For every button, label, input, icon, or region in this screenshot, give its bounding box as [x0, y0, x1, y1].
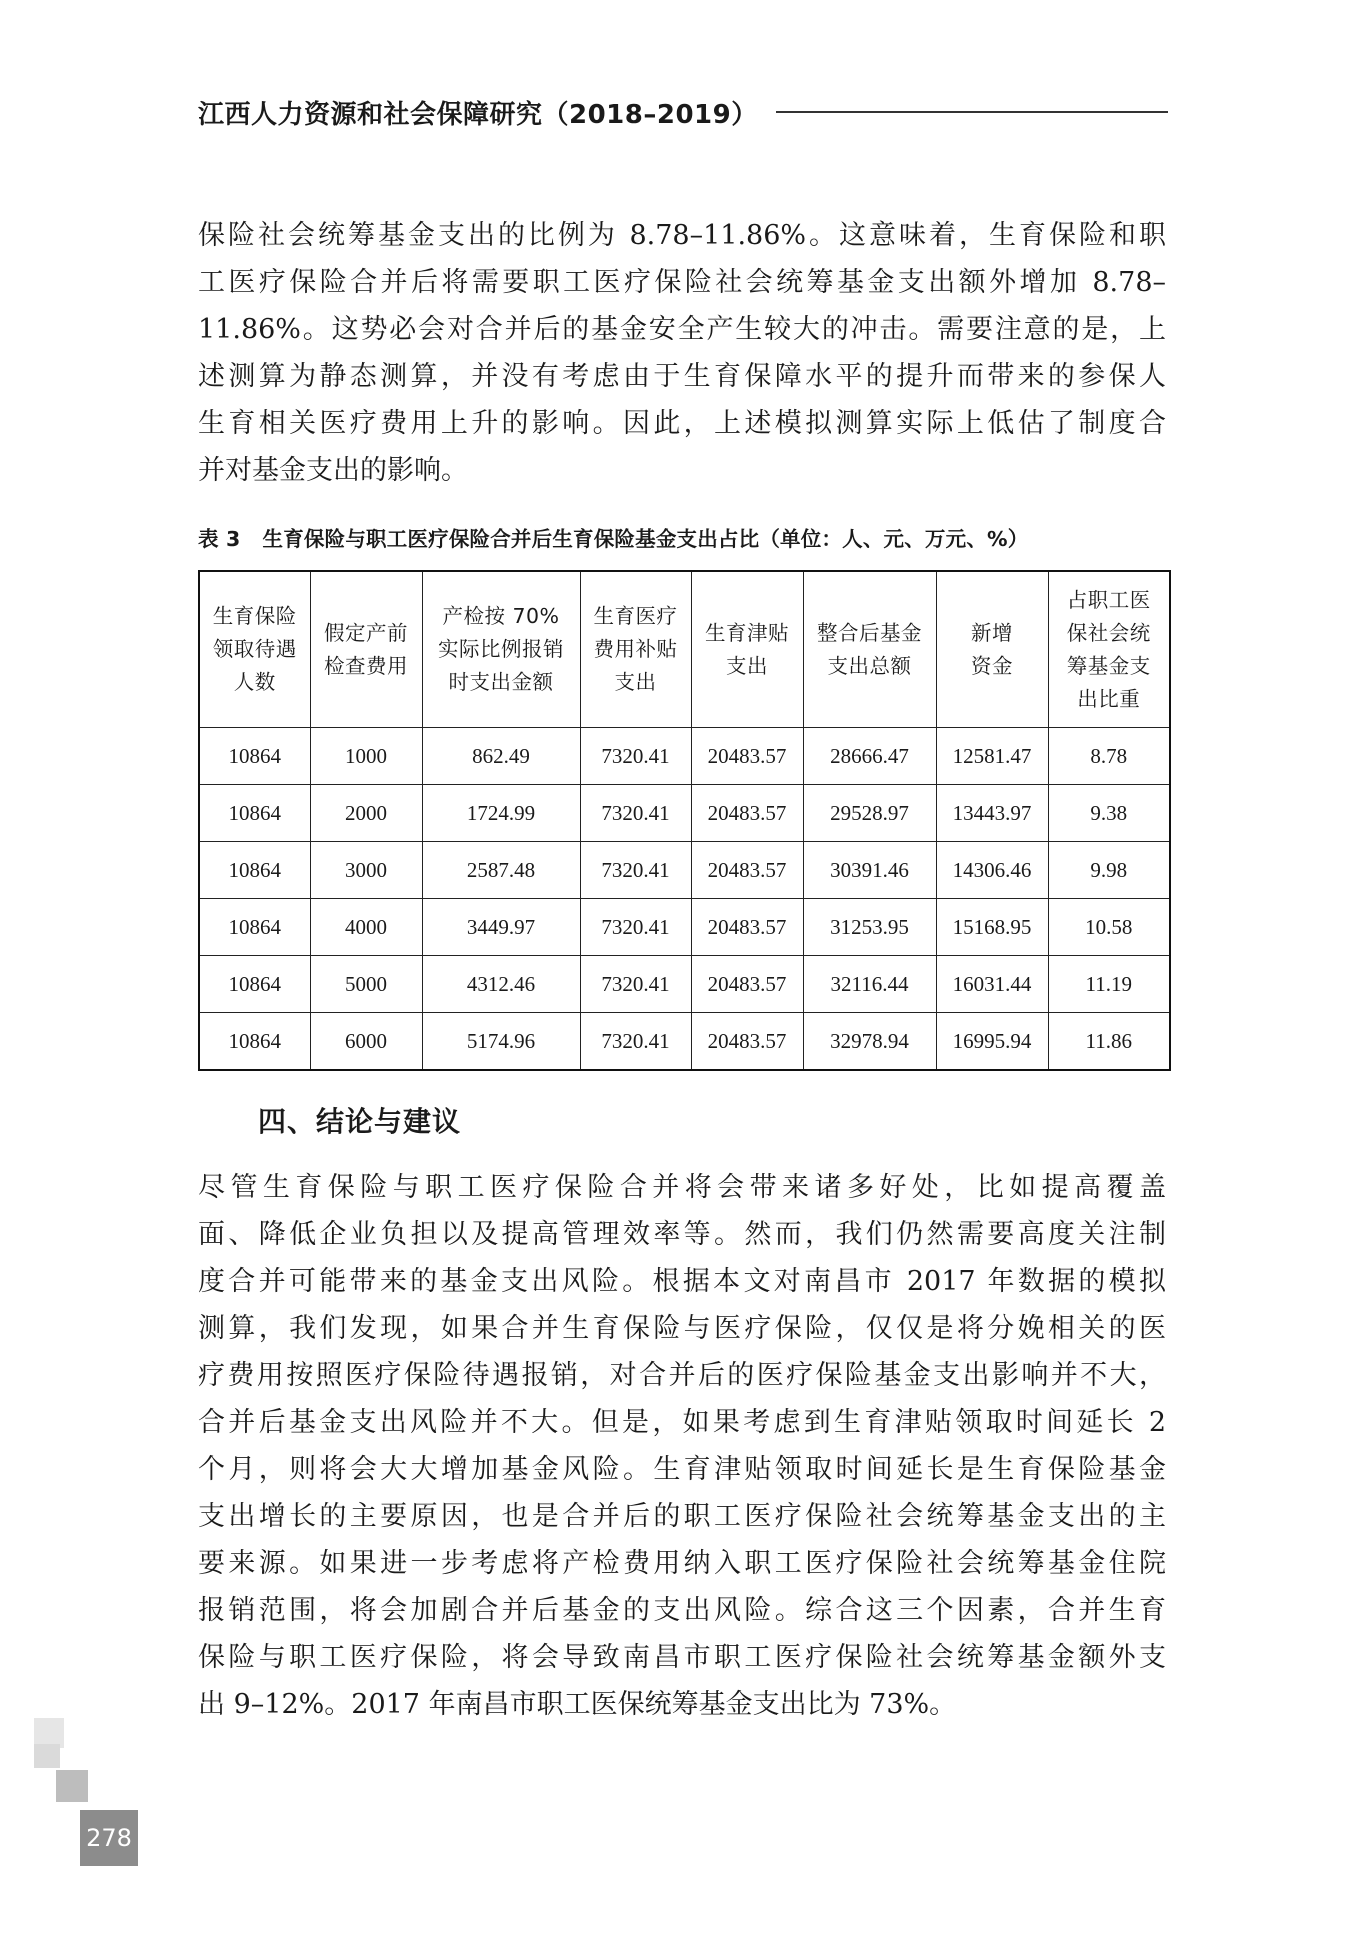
column-header-line: 支出总额: [827, 653, 912, 678]
table-cell: 30391.46: [803, 842, 936, 899]
table-cell: 11.19: [1048, 956, 1170, 1013]
table-cell: 20483.57: [691, 785, 803, 842]
text-line: 测算，我们发现，如果合并生育保险与医疗保险，仅仅是将分娩相关的医: [198, 1313, 1166, 1344]
text-line: 合并后基金支出风险并不大。但是，如果考虑到生育津贴领取时间延长 2: [198, 1407, 1166, 1438]
table-cell: 4312.46: [422, 956, 580, 1013]
table-row: [199, 899, 1170, 956]
text-line: 保险与职工医疗保险，将会导致南昌市职工医疗保险社会统筹基金额外支: [198, 1642, 1166, 1673]
table-cell: 31253.95: [803, 899, 936, 956]
table-cell: 7320.41: [580, 899, 691, 956]
text-line: 疗费用按照医疗保险待遇报销，对合并后的医疗保险基金支出影响并不大，: [198, 1360, 1166, 1391]
column-header-line: 支出: [726, 653, 768, 678]
running-header: [198, 92, 1168, 132]
table-row: [199, 842, 1170, 899]
table-cell: 10864: [199, 728, 310, 785]
text-line: 尽管生育保险与职工医疗保险合并将会带来诸多好处，比如提高覆盖: [198, 1172, 1166, 1203]
table-cell: 10864: [199, 842, 310, 899]
table-cell: 5174.96: [422, 1013, 580, 1071]
text-line: 工医疗保险合并后将需要职工医疗保险社会统筹基金支出额外增加 8.78–: [198, 267, 1166, 298]
table-cell: 32116.44: [803, 956, 936, 1013]
table-cell: 7320.41: [580, 842, 691, 899]
page-number: 278: [80, 1810, 138, 1866]
text-line: 面、降低企业负担以及提高管理效率等。然而，我们仍然需要高度关注制: [198, 1219, 1166, 1250]
column-header-line: 产检按 70%: [442, 604, 560, 628]
table-cell: 11.86: [1048, 1013, 1170, 1071]
table-cell: 10864: [199, 956, 310, 1013]
table-cell: 5000: [310, 956, 422, 1013]
column-header: [691, 571, 803, 728]
corner-decoration-square: [56, 1770, 88, 1802]
column-header-line: 保社会统: [1066, 620, 1151, 645]
table-cell: 14306.46: [936, 842, 1048, 899]
column-header: [936, 571, 1048, 728]
table-cell: 29528.97: [803, 785, 936, 842]
table-body: [199, 728, 1170, 1071]
column-header-line: 支出: [614, 670, 657, 694]
column-header-line: 假定产前: [324, 620, 408, 645]
table-cell: 1724.99: [422, 785, 580, 842]
column-header: [310, 571, 422, 728]
table-cell: 3000: [310, 842, 422, 899]
table-cell: 16995.94: [936, 1013, 1048, 1071]
table-cell: 4000: [310, 899, 422, 956]
table-cell: 2000: [310, 785, 422, 842]
column-header-line: 筹基金支: [1066, 653, 1151, 678]
data-table: [198, 570, 1171, 1071]
corner-decoration-square: [34, 1744, 60, 1768]
table-cell: 3449.97: [422, 899, 580, 956]
column-header: [422, 571, 580, 728]
running-title: 江西人力资源和社会保障研究（2018–2019）: [198, 99, 758, 130]
table-cell: 10864: [199, 899, 310, 956]
table-cell: 10864: [199, 785, 310, 842]
table-cell: 7320.41: [580, 785, 691, 842]
table-cell: 20483.57: [691, 1013, 803, 1071]
text-line: 要来源。如果进一步考虑将产检费用纳入职工医疗保险社会统筹基金住院: [198, 1548, 1166, 1579]
table-cell: 20483.57: [691, 956, 803, 1013]
intro-paragraph: [198, 212, 1166, 494]
table-cell: 2587.48: [422, 842, 580, 899]
column-header: [1048, 571, 1170, 728]
table-cell: 28666.47: [803, 728, 936, 785]
header-rule: [776, 111, 1168, 113]
table-cell: 10.58: [1048, 899, 1170, 956]
table-cell: 15168.95: [936, 899, 1048, 956]
table-caption-text: 生育保险与职工医疗保险合并后生育保险基金支出占比（单位：人、元、万元、%）: [262, 527, 1029, 551]
table-cell: 7320.41: [580, 1013, 691, 1071]
column-header-line: 整合后基金: [817, 620, 922, 645]
text-line: 并对基金支出的影响。: [198, 455, 468, 486]
table-cell: 16031.44: [936, 956, 1048, 1013]
column-header-line: 生育医疗: [593, 604, 678, 628]
table-cell: 10864: [199, 1013, 310, 1071]
table-cell: 1000: [310, 728, 422, 785]
table-cell: 7320.41: [580, 728, 691, 785]
table-cell: 32978.94: [803, 1013, 936, 1071]
column-header-line: 生育保险: [212, 604, 297, 628]
text-line: 11.86%。这势必会对合并后的基金安全产生较大的冲击。需要注意的是，上: [198, 314, 1166, 345]
text-line: 保险社会统筹基金支出的比例为 8.78–11.86%。这意味着，生育保险和职: [198, 220, 1166, 251]
table-cell: 20483.57: [691, 842, 803, 899]
text-line: 度合并可能带来的基金支出风险。根据本文对南昌市 2017 年数据的模拟: [198, 1266, 1166, 1297]
column-header-line: 领取待遇: [212, 637, 297, 661]
text-line: 述测算为静态测算，并没有考虑由于生育保障水平的提升而带来的参保人: [198, 361, 1166, 392]
text-line: 个月，则将会大大增加基金风险。生育津贴领取时间延长是生育保险基金: [198, 1454, 1166, 1485]
column-header-line: 占职工医: [1066, 587, 1151, 612]
text-line: 生育相关医疗费用上升的影响。因此，上述模拟测算实际上低估了制度合: [198, 408, 1166, 439]
table-header-row: [199, 571, 1170, 728]
column-header-line: 新增: [971, 620, 1013, 645]
section-heading: 四、结论与建议: [258, 1105, 462, 1138]
table-caption: [198, 522, 1173, 552]
table-cell: 8.78: [1048, 728, 1170, 785]
column-header-line: 生育津贴: [705, 620, 789, 645]
table-cell: 13443.97: [936, 785, 1048, 842]
column-header-line: 出比重: [1077, 686, 1141, 711]
column-header: [803, 571, 936, 728]
column-header-line: 费用补贴: [593, 637, 678, 661]
table-cell: 9.38: [1048, 785, 1170, 842]
table-cell: 20483.57: [691, 899, 803, 956]
text-line: 出 9–12%。2017 年南昌市职工医保统筹基金支出比为 73%。: [198, 1689, 957, 1720]
column-header-line: 实际比例报销: [438, 637, 564, 661]
text-line: 报销范围，将会加剧合并后基金的支出风险。综合这三个因素，合并生育: [198, 1595, 1166, 1626]
table-row: [199, 785, 1170, 842]
table-cell: 12581.47: [936, 728, 1048, 785]
column-header: [580, 571, 691, 728]
table-row: [199, 728, 1170, 785]
table-cell: 7320.41: [580, 956, 691, 1013]
table-cell: 20483.57: [691, 728, 803, 785]
text-line: 支出增长的主要原因，也是合并后的职工医疗保险社会统筹基金支出的主: [198, 1501, 1166, 1532]
table-caption-number: 表 3: [198, 527, 241, 551]
column-header-line: 资金: [971, 653, 1013, 678]
table-row: [199, 1013, 1170, 1071]
conclusion-paragraph: [198, 1164, 1166, 1728]
table-row: [199, 956, 1170, 1013]
column-header-line: 人数: [233, 670, 276, 694]
table-cell: 6000: [310, 1013, 422, 1071]
table-cell: 862.49: [422, 728, 580, 785]
column-header-line: 检查费用: [324, 653, 408, 678]
column-header: [199, 571, 310, 728]
column-header-line: 时支出金额: [448, 670, 554, 694]
table-cell: 9.98: [1048, 842, 1170, 899]
